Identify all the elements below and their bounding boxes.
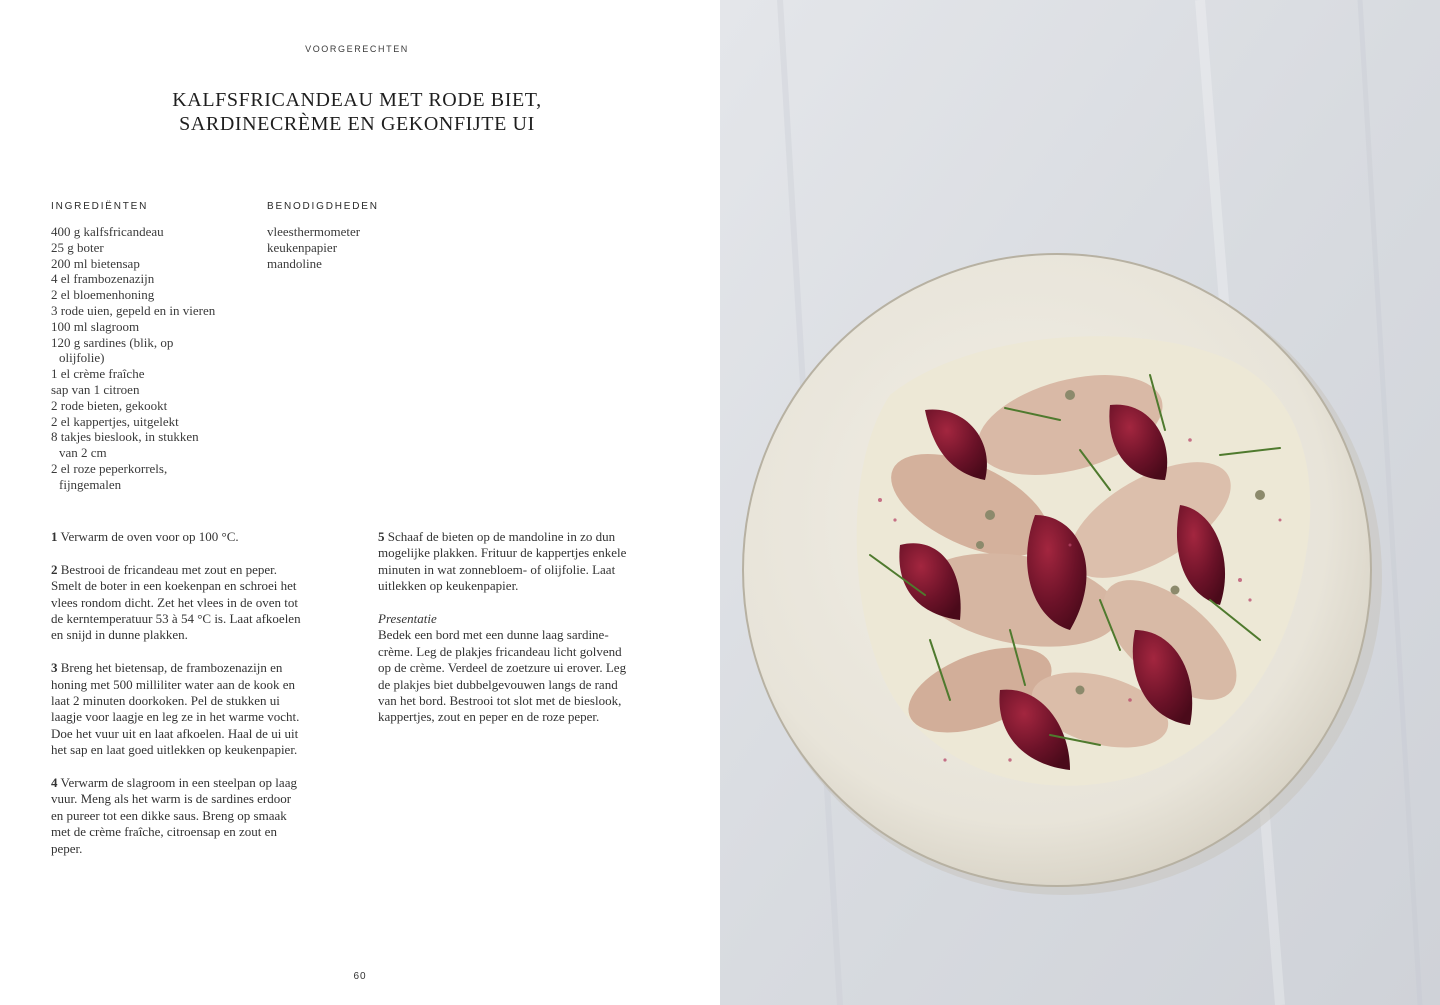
step-line	[51, 660, 333, 676]
step-text: laat 2 minuten doorkoken. Pel de stukken ui	[51, 693, 280, 709]
recipe-title	[0, 88, 714, 136]
steps-right-column	[378, 529, 660, 742]
step-line	[51, 742, 333, 758]
presentation-line: crème. Leg de plakjes fricandeau licht golvend	[378, 643, 622, 659]
recipe-title-line-1: KALFSFRICANDEAU MET RODE BIET,	[172, 89, 542, 111]
steps-left-column	[51, 529, 333, 873]
step-line	[51, 529, 333, 545]
ingredient-item	[51, 319, 251, 335]
presentation-line: op de crème. Verdeel de zoetzure ui erover. Leg	[378, 660, 627, 676]
ingredients-heading: INGREDIËNTEN	[51, 201, 149, 212]
presentation-line: kappertjes, zout en peper en de roze peper.	[378, 709, 600, 725]
ingredient-text: sap van 1 citroen	[51, 381, 140, 397]
ingredient-item	[51, 303, 251, 319]
ingredient-continuation: fijngemalen	[59, 476, 122, 492]
ingredient-text: 25 g boter	[51, 239, 104, 255]
step-line	[378, 562, 660, 578]
ingredient-item	[51, 414, 251, 430]
step-line	[51, 726, 333, 742]
ingredient-item	[51, 256, 251, 272]
step-text: mogelijke plakken. Frituur de kappertjes enkele	[378, 545, 627, 561]
ingredient-text: 2 el kappertjes, uitgelekt	[51, 413, 179, 429]
step-text: vuur. Meng als het warm is de sardines erdoor	[51, 791, 292, 807]
step-line	[51, 677, 333, 693]
step-line	[51, 578, 333, 594]
step-text: peper.	[51, 840, 83, 856]
step-line	[51, 595, 333, 611]
step-text: laagje voor laagje en leg ze in het warme vocht.	[51, 709, 300, 725]
step-4	[51, 775, 333, 857]
equipment-list	[267, 224, 467, 271]
step-line	[378, 545, 660, 561]
step-text: Schaaf de bieten op de mandoline in zo dun	[387, 529, 616, 544]
ingredient-item	[51, 398, 251, 414]
step-text: de kerntemperatuur 53 à 54 °C is. Laat afkoelen	[51, 611, 301, 627]
step-text: honing met 500 milliliter water aan de kook en	[51, 676, 296, 692]
step-line	[51, 562, 333, 578]
ingredient-text: 1 el crème fraîche	[51, 366, 145, 382]
presentation-line: Bedek een bord met een dunne laag sardine-	[378, 627, 609, 643]
step-text: minuten in wat zonnebloem- of olijfolie. Laat	[378, 561, 616, 577]
step-5	[378, 529, 660, 595]
ingredient-item	[51, 287, 251, 303]
ingredient-item	[51, 335, 251, 367]
step-number: 5	[378, 529, 385, 544]
step-line	[51, 709, 333, 725]
step-1	[51, 529, 333, 545]
step-number: 4	[51, 775, 58, 791]
recipe-title-line-2: SARDINECRÈME EN GEKONFIJTE UI	[179, 113, 535, 135]
ingredient-text: 120 g sardines (blik, op	[51, 334, 174, 350]
presentation	[378, 611, 660, 726]
step-line	[51, 824, 333, 840]
equipment-item: vleesthermometer	[267, 224, 361, 239]
ingredient-text: 100 ml slagroom	[51, 318, 140, 334]
step-line	[51, 808, 333, 824]
presentation-heading: Presentatie	[378, 611, 437, 627]
step-text: uitlekken op keukenpapier.	[378, 578, 519, 594]
ingredient-item	[51, 382, 251, 398]
ingredient-item	[51, 224, 251, 240]
step-text: vlees rondom dicht. Zet het vlees in de oven tot	[51, 594, 298, 610]
dish-photo	[720, 0, 1440, 1005]
step-line	[51, 841, 333, 857]
ingredient-continuation: olijfolie)	[59, 350, 105, 366]
step-number: 3	[51, 660, 58, 676]
step-text: Smelt de boter in een koekenpan en schroei het	[51, 578, 297, 594]
presentation-line: de plakjes biet dubbelgevouwen langs de rand	[378, 676, 618, 692]
ingredient-text: 4 el frambozenazijn	[51, 271, 155, 287]
step-line	[51, 611, 333, 627]
step-text: en snijd in dunne plakken.	[51, 627, 188, 643]
ingredient-item	[51, 240, 251, 256]
step-line	[51, 627, 333, 643]
step-text: met de crème fraîche, citroensap en zout en	[51, 824, 277, 840]
step-line	[378, 529, 660, 545]
step-text: Bestrooi de fricandeau met zout en peper.	[60, 561, 277, 577]
step-number: 1	[51, 529, 58, 544]
ingredient-text: 200 ml bietensap	[51, 255, 140, 271]
page-number: 60	[353, 971, 367, 982]
ingredient-item	[51, 429, 251, 461]
step-number: 2	[51, 561, 58, 577]
step-text: en pureer tot een dikke saus. Breng op smaak	[51, 807, 287, 823]
step-text: Verwarm de slagroom in een steelpan op laag	[60, 775, 297, 791]
step-line	[51, 775, 333, 791]
equipment-item: mandoline	[267, 255, 322, 271]
equipment-heading: BENODIGDHEDEN	[267, 201, 379, 212]
presentation-line: van het bord. Bestrooi tot slot met de bieslook,	[378, 693, 622, 709]
ingredient-item	[51, 366, 251, 382]
step-text: Verwarm de oven voor op 100 °C.	[60, 529, 239, 544]
step-text: het sap en laat goed uitlekken op keukenpapier.	[51, 742, 298, 758]
step-text: Doe het vuur uit en laat afkoelen. Haal de ui uit	[51, 725, 299, 741]
step-line	[51, 693, 333, 709]
section-label: VOORGERECHTEN	[305, 44, 409, 54]
ingredient-text: 3 rode uien, gepeld en in vieren	[51, 302, 216, 318]
step-line	[51, 791, 333, 807]
ingredient-text: 2 el roze peperkorrels,	[51, 460, 168, 476]
ingredient-continuation: van 2 cm	[59, 445, 107, 461]
ingredient-item	[51, 461, 251, 493]
step-text: Breng het bietensap, de frambozenazijn en	[60, 660, 283, 676]
step-3	[51, 660, 333, 758]
equipment-item: keukenpapier	[267, 239, 338, 255]
ingredient-text: 2 rode bieten, gekookt	[51, 397, 168, 413]
ingredients-list	[51, 224, 251, 493]
step-line	[378, 578, 660, 594]
ingredient-text: 2 el bloemenhoning	[51, 287, 155, 303]
step-2	[51, 562, 333, 644]
ingredient-item	[51, 271, 251, 287]
ingredient-text: 8 takjes bieslook, in stukken	[51, 429, 199, 445]
ingredient-text: 400 g kalfsfricandeau	[51, 224, 164, 239]
